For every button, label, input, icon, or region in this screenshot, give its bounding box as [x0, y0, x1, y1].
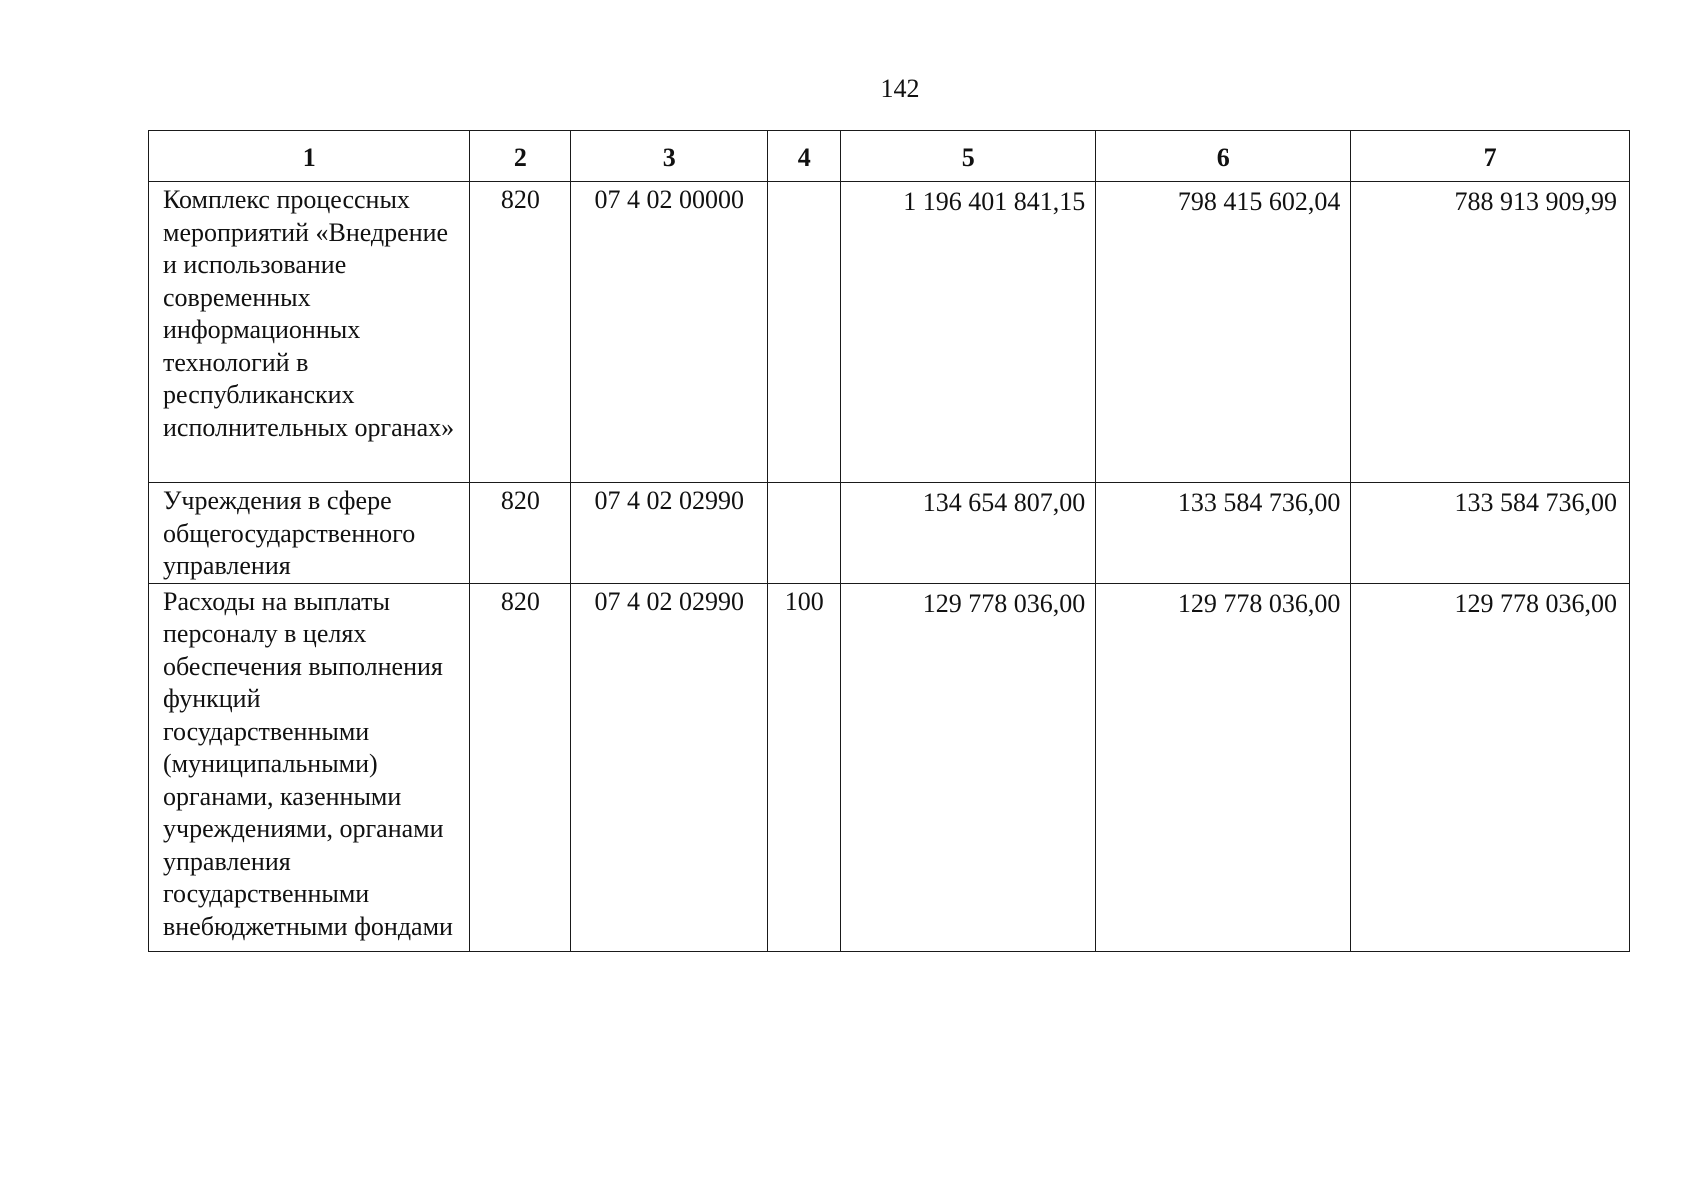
column-header-1: 1	[149, 131, 470, 182]
row-expense-type	[768, 182, 841, 483]
row-admin-code: 820	[470, 182, 571, 483]
page-number: 142	[880, 74, 920, 103]
table-row	[149, 483, 1630, 584]
row-target-code: 07 4 02 02990	[571, 483, 768, 584]
header-row	[149, 131, 1630, 182]
row-amount-col7: 129 778 036,00	[1351, 583, 1630, 951]
column-header-4: 4	[768, 131, 841, 182]
column-header-5: 5	[841, 131, 1096, 182]
row-expense-type	[768, 483, 841, 584]
row-amount-col6: 129 778 036,00	[1096, 583, 1351, 951]
row-admin-code: 820	[470, 483, 571, 584]
row-amount-col7: 133 584 736,00	[1351, 483, 1630, 584]
row-amount-col5: 1 196 401 841,15	[841, 182, 1096, 483]
row-target-code: 07 4 02 00000	[571, 182, 768, 483]
column-header-2: 2	[470, 131, 571, 182]
table-row	[149, 182, 1630, 483]
row-amount-col6: 798 415 602,04	[1096, 182, 1351, 483]
row-name: Учреждения в сфере общегосударственного управления	[149, 483, 470, 584]
column-header-3: 3	[571, 131, 768, 182]
table-row	[149, 583, 1630, 951]
row-target-code: 07 4 02 02990	[571, 583, 768, 951]
row-amount-col6: 133 584 736,00	[1096, 483, 1351, 584]
row-admin-code: 820	[470, 583, 571, 951]
budget-table	[148, 130, 1630, 952]
row-amount-col7: 788 913 909,99	[1351, 182, 1630, 483]
row-amount-col5: 134 654 807,00	[841, 483, 1096, 584]
column-header-6: 6	[1096, 131, 1351, 182]
column-header-7: 7	[1351, 131, 1630, 182]
row-amount-col5: 129 778 036,00	[841, 583, 1096, 951]
row-expense-type: 100	[768, 583, 841, 951]
row-name: Расходы на выплаты персоналу в целях обеспечения выполнения функций государственными (муниципальными) органами, казенными учреждениями, органами управления государственными внебюджетными фондами	[149, 583, 470, 951]
row-name: Комплекс процессных мероприятий «Внедрение и использование современных информационных технологий в республиканских исполнительных органах»	[149, 182, 470, 483]
